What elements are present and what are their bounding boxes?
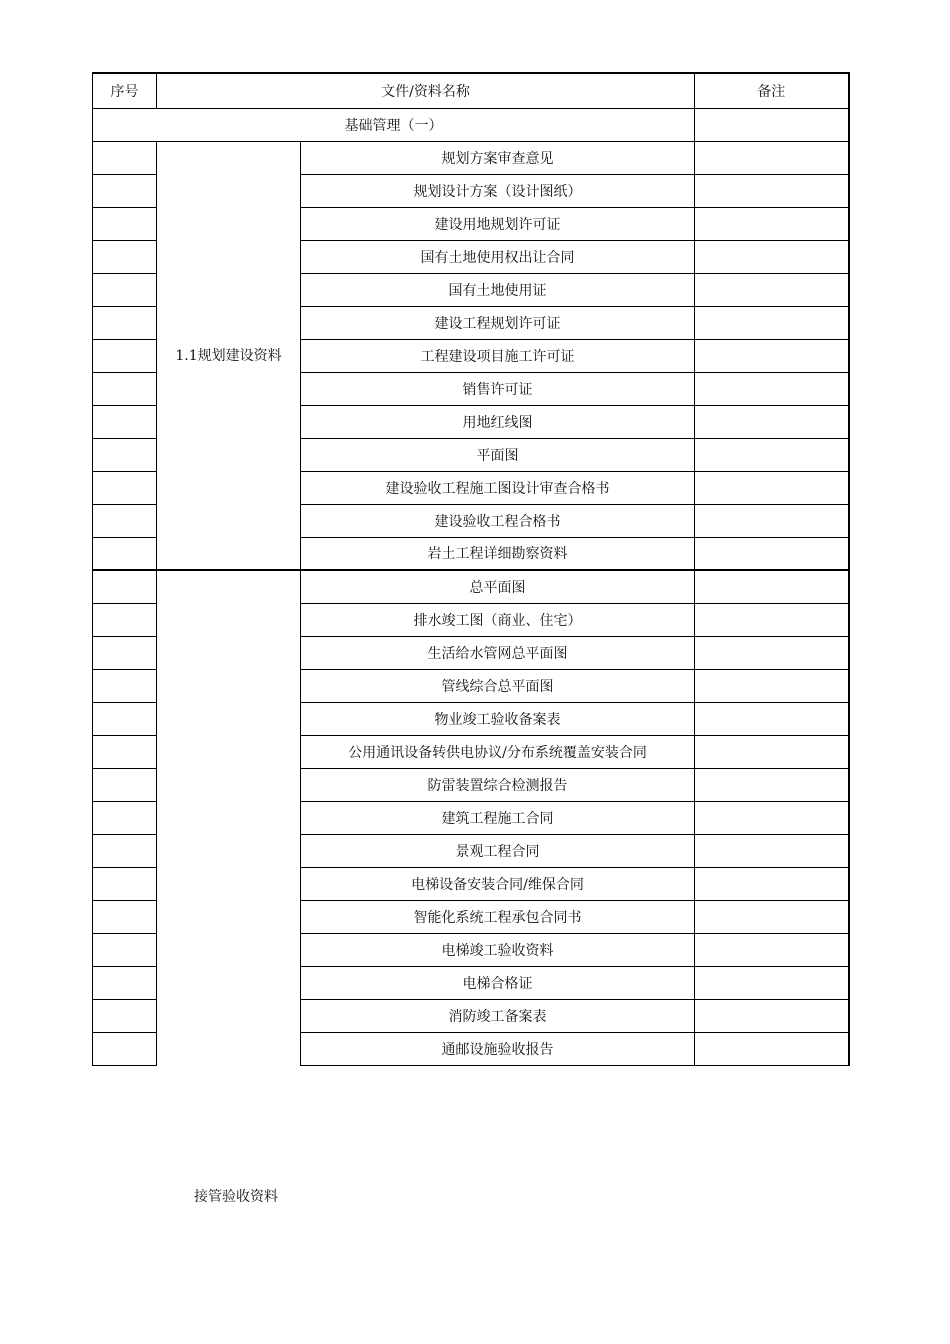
index-cell: [93, 900, 157, 933]
item-name: 规划设计方案（设计图纸）: [301, 174, 695, 207]
item-name: 工程建设项目施工许可证: [301, 339, 695, 372]
remark-cell: [695, 900, 849, 933]
remark-cell: [695, 669, 849, 702]
index-cell: [93, 207, 157, 240]
remark-cell: [695, 867, 849, 900]
remark-cell: [695, 999, 849, 1032]
item-name: 管线综合总平面图: [301, 669, 695, 702]
section-row: [93, 108, 849, 141]
item-name: 建设用地规划许可证: [301, 207, 695, 240]
item-name: 建筑工程施工合同: [301, 801, 695, 834]
index-cell: [93, 834, 157, 867]
section-remark: [695, 108, 849, 141]
item-name: 国有土地使用证: [301, 273, 695, 306]
index-cell: [93, 669, 157, 702]
table-row: [93, 570, 849, 603]
item-name: 消防竣工备案表: [301, 999, 695, 1032]
item-name: 电梯合格证: [301, 966, 695, 999]
item-name: 建设验收工程合格书: [301, 504, 695, 537]
index-cell: [93, 735, 157, 768]
item-name: 电梯设备安装合同/维保合同: [301, 867, 695, 900]
item-name: 物业竣工验收备案表: [301, 702, 695, 735]
remark-cell: [695, 603, 849, 636]
header-row: [93, 73, 849, 108]
remark-cell: [695, 768, 849, 801]
item-name: 排水竣工图（商业、住宅）: [301, 603, 695, 636]
remark-cell: [695, 570, 849, 603]
remark-cell: [695, 438, 849, 471]
index-cell: [93, 933, 157, 966]
index-cell: [93, 240, 157, 273]
remark-cell: [695, 735, 849, 768]
remark-cell: [695, 966, 849, 999]
item-name: 用地红线图: [301, 405, 695, 438]
item-name: 规划方案审查意见: [301, 141, 695, 174]
remark-cell: [695, 240, 849, 273]
remark-cell: [695, 537, 849, 570]
remark-cell: [695, 273, 849, 306]
remark-cell: [695, 933, 849, 966]
index-cell: [93, 471, 157, 504]
index-cell: [93, 372, 157, 405]
remark-cell: [695, 405, 849, 438]
document-table: [92, 72, 850, 1066]
index-cell: [93, 570, 157, 603]
index-cell: [93, 339, 157, 372]
remark-cell: [695, 504, 849, 537]
item-name: 景观工程合同: [301, 834, 695, 867]
index-cell: [93, 867, 157, 900]
index-cell: [93, 306, 157, 339]
footer-note: 接管验收资料: [194, 1189, 278, 1205]
index-cell: [93, 702, 157, 735]
item-name: 总平面图: [301, 570, 695, 603]
item-name: 智能化系统工程承包合同书: [301, 900, 695, 933]
index-cell: [93, 1032, 157, 1065]
index-cell: [93, 141, 157, 174]
item-name: 通邮设施验收报告: [301, 1032, 695, 1065]
item-name: 生活给水管网总平面图: [301, 636, 695, 669]
section-title: 基础管理（一）: [93, 108, 695, 141]
item-name: 电梯竣工验收资料: [301, 933, 695, 966]
group-label: 1.1规划建设资料: [157, 141, 301, 570]
remark-cell: [695, 306, 849, 339]
index-cell: [93, 174, 157, 207]
remark-cell: [695, 702, 849, 735]
index-cell: [93, 405, 157, 438]
remark-cell: [695, 372, 849, 405]
remark-cell: [695, 141, 849, 174]
remark-cell: [695, 1032, 849, 1065]
remark-cell: [695, 207, 849, 240]
index-cell: [93, 636, 157, 669]
remark-cell: [695, 174, 849, 207]
index-cell: [93, 999, 157, 1032]
index-cell: [93, 603, 157, 636]
item-name: 国有土地使用权出让合同: [301, 240, 695, 273]
index-cell: [93, 273, 157, 306]
table-row: [93, 141, 849, 174]
item-name: 销售许可证: [301, 372, 695, 405]
remark-cell: [695, 636, 849, 669]
index-cell: [93, 537, 157, 570]
item-name: 建设工程规划许可证: [301, 306, 695, 339]
index-cell: [93, 966, 157, 999]
item-name: 建设验收工程施工图设计审查合格书: [301, 471, 695, 504]
remark-cell: [695, 471, 849, 504]
item-name: 公用通讯设备转供电协议/分布系统覆盖安装合同: [301, 735, 695, 768]
group-label: [157, 570, 301, 1065]
index-cell: [93, 438, 157, 471]
item-name: 岩土工程详细勘察资料: [301, 537, 695, 570]
header-remark: 备注: [695, 73, 849, 108]
index-cell: [93, 768, 157, 801]
header-name: 文件/资料名称: [157, 73, 695, 108]
item-name: 平面图: [301, 438, 695, 471]
index-cell: [93, 504, 157, 537]
item-name: 防雷装置综合检测报告: [301, 768, 695, 801]
header-index: 序号: [93, 73, 157, 108]
remark-cell: [695, 834, 849, 867]
index-cell: [93, 801, 157, 834]
remark-cell: [695, 801, 849, 834]
remark-cell: [695, 339, 849, 372]
